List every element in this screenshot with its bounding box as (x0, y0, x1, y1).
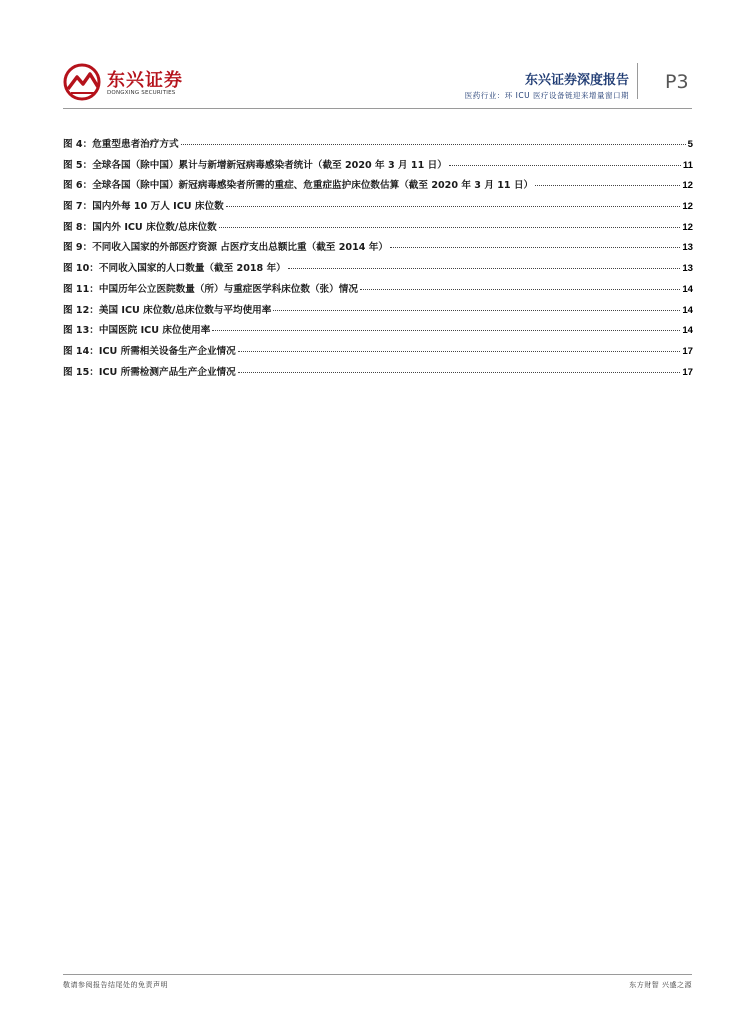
figure-table-of-contents (63, 136, 693, 384)
toc-entry-label[interactable]: 图 6：全球各国（除中国）新冠病毒感染者所需的重症、危重症监护床位数估算（截至 2020 年 3 月 11 日） (63, 180, 534, 192)
toc-entry-page[interactable]: 12 (682, 201, 693, 213)
toc-entry-label[interactable]: 图 8：国内外 ICU 床位数/总床位数 (63, 221, 217, 233)
report-subtitle: 医药行业：环 ICU 医疗设备链迎来增量窗口期 (464, 91, 629, 100)
page-header (0, 0, 755, 110)
toc-entry-page[interactable]: 13 (682, 242, 693, 254)
toc-entry-page[interactable]: 14 (682, 283, 693, 295)
toc-leader-dots (181, 144, 686, 145)
toc-entry-label[interactable]: 图 14：ICU 所需相关设备生产企业情况 (63, 345, 236, 357)
toc-entry[interactable] (63, 343, 693, 364)
toc-entry-page[interactable]: 5 (687, 139, 693, 150)
toc-entry-page[interactable]: 17 (682, 345, 693, 357)
toc-leader-dots (226, 206, 681, 207)
page-number: P3 (665, 71, 689, 93)
toc-leader-dots (238, 351, 681, 352)
toc-leader-dots (360, 289, 680, 290)
toc-entry[interactable] (63, 157, 693, 178)
toc-entry[interactable] (63, 322, 693, 343)
header-divider (637, 63, 638, 99)
toc-entry[interactable] (63, 177, 693, 198)
toc-entry[interactable] (63, 364, 693, 385)
toc-entry[interactable] (63, 136, 693, 157)
toc-entry-label[interactable]: 图 7：国内外每 10 万人 ICU 床位数 (63, 201, 224, 213)
toc-leader-dots (535, 185, 680, 186)
toc-entry-label[interactable]: 图 4：危重型患者治疗方式 (63, 139, 179, 150)
toc-entry-page[interactable]: 14 (682, 325, 693, 337)
toc-leader-dots (449, 165, 681, 166)
toc-leader-dots (212, 330, 680, 331)
toc-leader-dots (288, 268, 681, 269)
toc-entry-label[interactable]: 图 13：中国医院 ICU 床位使用率 (63, 325, 211, 337)
toc-leader-dots (219, 227, 681, 228)
header-rule (63, 108, 692, 109)
footer-slogan: 东方财智 兴盛之源 (629, 981, 692, 989)
toc-entry[interactable] (63, 281, 693, 302)
toc-entry-page[interactable]: 14 (682, 304, 693, 316)
logo-subtext: DONGXING SECURITIES (107, 90, 176, 96)
footer-rule (63, 974, 692, 975)
footer-disclaimer: 敬请参阅报告结尾处的免责声明 (63, 981, 168, 989)
toc-entry-label[interactable]: 图 9：不同收入国家的外部医疗资源 占医疗支出总额比重（截至 2014 年） (63, 242, 388, 254)
report-title: 东兴证券深度报告 (524, 73, 629, 88)
toc-entry[interactable] (63, 302, 693, 323)
logo-text: 东兴证券 (107, 70, 183, 91)
toc-entry-page[interactable]: 11 (682, 159, 693, 171)
logo-mark-icon (63, 63, 103, 101)
toc-entry-label[interactable]: 图 11：中国历年公立医院数量（所）与重症医学科床位数（张）情况 (63, 283, 358, 295)
toc-entry-label[interactable]: 图 5：全球各国（除中国）累计与新增新冠病毒感染者统计（截至 2020 年 3 月 11 日） (63, 159, 447, 171)
toc-leader-dots (273, 310, 680, 311)
toc-entry-page[interactable]: 13 (682, 263, 693, 275)
toc-entry-page[interactable]: 12 (682, 180, 693, 192)
toc-entry[interactable] (63, 239, 693, 260)
toc-entry-page[interactable]: 17 (682, 366, 693, 378)
toc-entry[interactable] (63, 260, 693, 281)
toc-entry[interactable] (63, 219, 693, 240)
toc-leader-dots (238, 372, 681, 373)
toc-leader-dots (390, 247, 680, 248)
toc-entry-page[interactable]: 12 (682, 221, 693, 233)
toc-entry-label[interactable]: 图 15：ICU 所需检测产品生产企业情况 (63, 366, 236, 378)
toc-entry-label[interactable]: 图 12：美国 ICU 床位数/总床位数与平均使用率 (63, 304, 272, 316)
toc-entry[interactable] (63, 198, 693, 219)
company-logo (63, 63, 188, 101)
toc-entry-label[interactable]: 图 10：不同收入国家的人口数量（截至 2018 年） (63, 263, 286, 275)
